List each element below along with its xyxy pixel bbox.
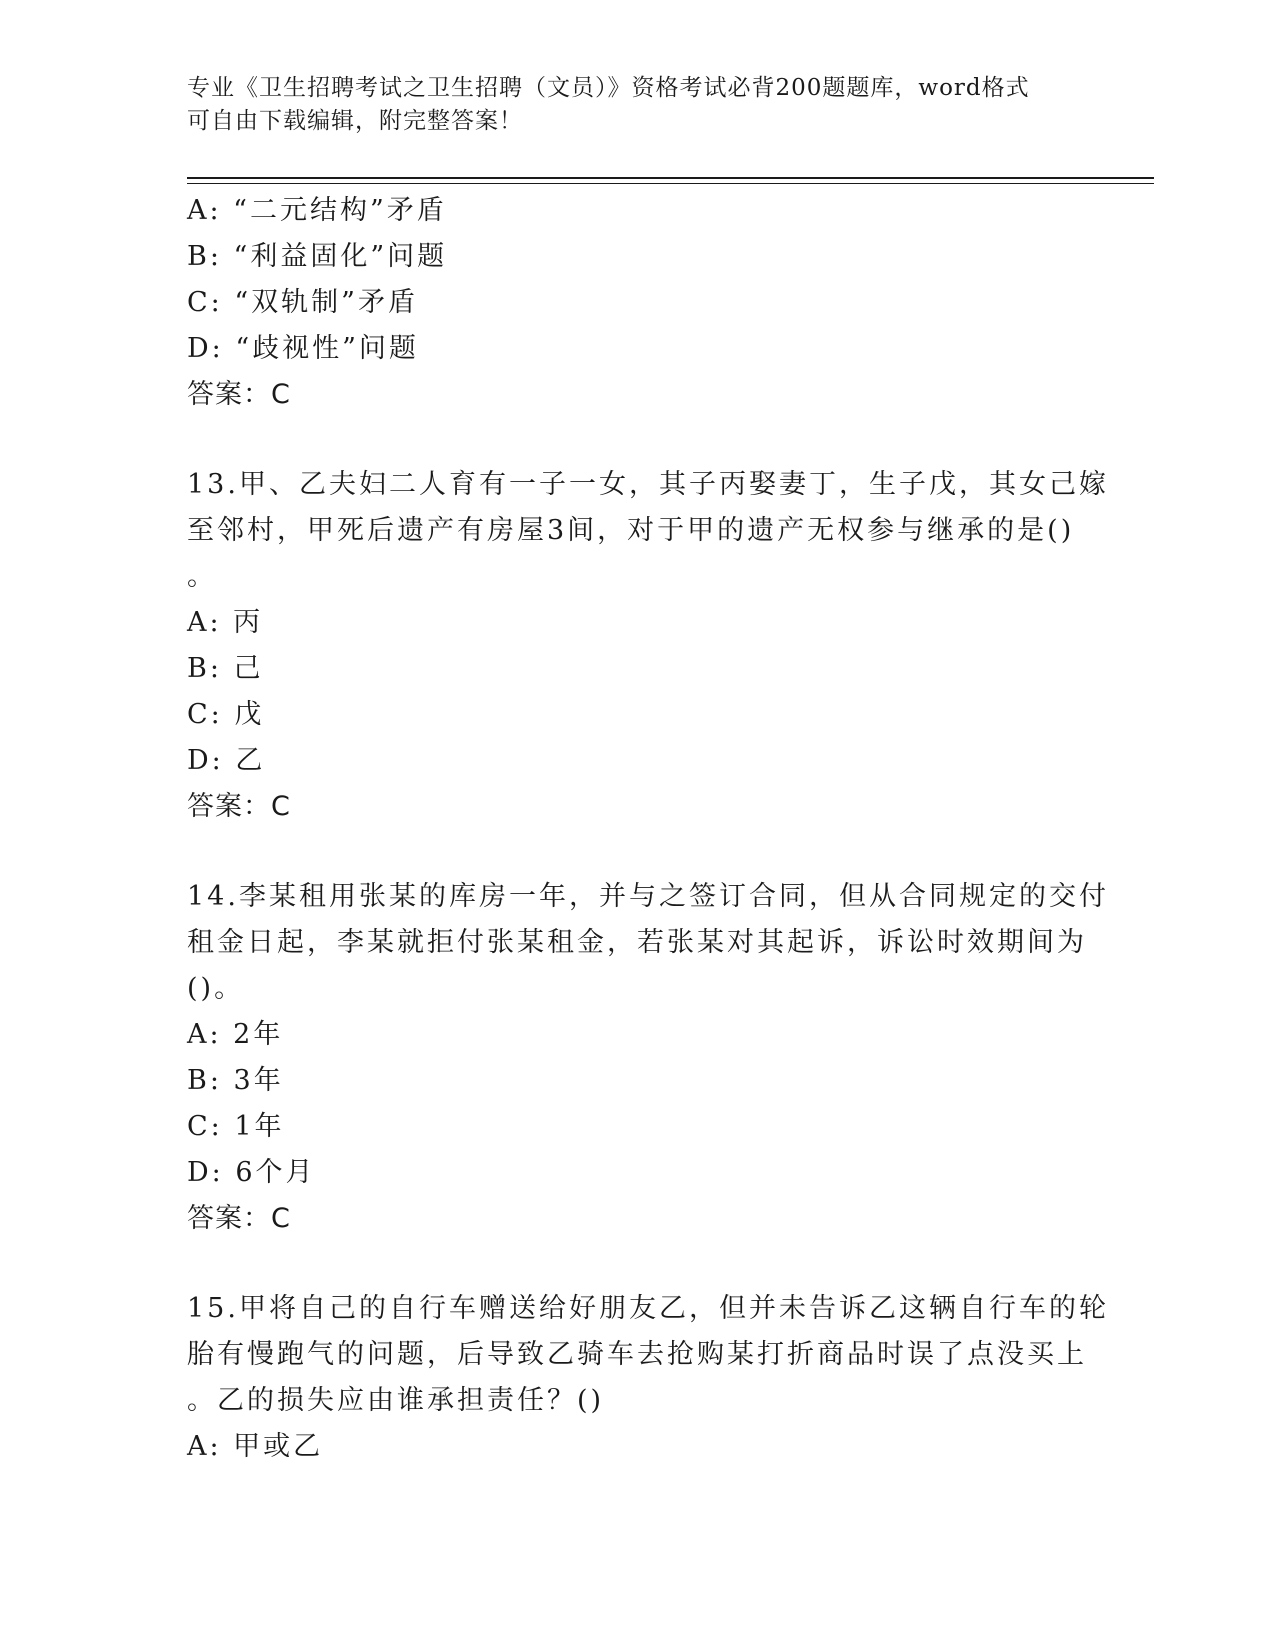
option-a: A: “二元结构”矛盾 [187, 195, 447, 226]
header-line-2: 可自由下载编辑，附完整答案！ [187, 108, 523, 134]
option-d: D: 6个月 [187, 1157, 316, 1188]
option-d: D: “歧视性”问题 [187, 333, 419, 364]
question-text-line: 胎有慢跑气的问题，后导致乙骑车去抢购某打折商品时误了点没买上 [187, 1339, 1087, 1370]
question-text-line: 租金日起，李某就拒付张某租金，若张某对其起诉，诉讼时效期间为 [187, 927, 1087, 958]
answer: 答案：C [187, 379, 291, 410]
option-b: B: 3年 [187, 1065, 284, 1096]
answer: 答案：C [187, 791, 291, 822]
question-14 [187, 874, 1109, 1242]
option-d: D: 乙 [187, 745, 266, 776]
spacer [187, 418, 1087, 462]
question-list [187, 188, 1109, 1470]
option-c: C: 戊 [187, 699, 265, 730]
question-15 [187, 1286, 1109, 1470]
option-c: C: “双轨制”矛盾 [187, 287, 418, 318]
option-c: C: 1年 [187, 1111, 285, 1142]
question-13 [187, 462, 1109, 830]
question-text-line: 。乙的损失应由谁承担责任？() [187, 1385, 605, 1416]
option-b: B: “利益固化”问题 [187, 241, 448, 272]
document-header [187, 72, 1087, 138]
question-text-line: 。 [187, 561, 217, 592]
answer: 答案：C [187, 1203, 291, 1234]
option-a: A: 甲或乙 [187, 1431, 324, 1462]
question-text-line: 15.甲将自己的自行车赠送给好朋友乙，但并未告诉乙这辆自行车的轮 [187, 1293, 1109, 1324]
option-b: B: 己 [187, 653, 264, 684]
question-text-line: ()。 [187, 973, 245, 1004]
question-text-line: 13.甲、乙夫妇二人育有一子一女，其子丙娶妻丁，生子戊，其女己嫁 [187, 469, 1109, 500]
spacer [187, 1242, 1087, 1286]
question-text-line: 14.李某租用张某的库房一年，并与之签订合同，但从合同规定的交付 [187, 881, 1109, 912]
option-a: A: 丙 [187, 607, 264, 638]
question-text-line: 至邻村，甲死后遗产有房屋3间，对于甲的遗产无权参与继承的是() [187, 515, 1075, 546]
header-rule-thick [187, 177, 1154, 179]
header-line-1: 专业《卫生招聘考试之卫生招聘（文员）》资格考试必背200题题库，word格式 [187, 75, 1030, 101]
option-a: A: 2年 [187, 1019, 284, 1050]
question-12 [187, 188, 1087, 418]
header-rule-thin [187, 183, 1154, 184]
spacer [187, 830, 1087, 874]
